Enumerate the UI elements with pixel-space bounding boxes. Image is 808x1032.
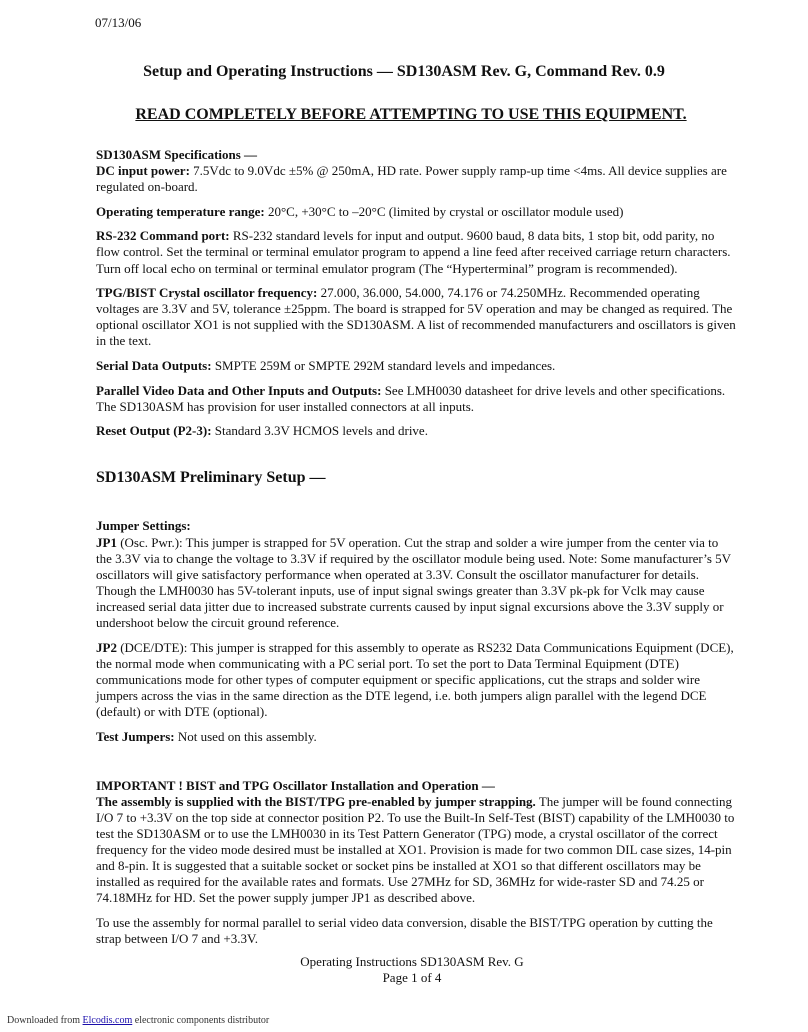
serial-label: Serial Data Outputs: xyxy=(96,358,212,374)
document-title: Setup and Operating Instructions — SD130ASM Rev. G, Command Rev. 0.9 xyxy=(143,63,665,80)
download-suffix: electronic components distributor xyxy=(132,1015,270,1026)
spec-reset xyxy=(96,423,736,439)
jp2-text: (DCE/DTE): This jumper is strapped for this assembly to operate as RS232 Data Communications Equipment (DCE), the normal mode when communicating with a PC serial port. To set the port to Data Terminal Equipment (DTE) communications mode for other types of computer equipment or specific applications, cut the straps and solder wire jumpers across the vias in the same direction as the DTE legend, i.e. both jumpers align parallel with the legend DCE (default) or with DTE (optional). xyxy=(96,639,734,719)
parallel-text: See LMH0030 datasheet for drive levels and other specifications. The SD130ASM has provision for user installed connectors at all inputs. xyxy=(96,382,726,414)
test-label: Test Jumpers: xyxy=(96,728,175,744)
download-notice xyxy=(7,1015,269,1026)
download-prefix: Downloaded from xyxy=(7,1015,83,1026)
reset-text: Standard 3.3V HCMOS levels and drive. xyxy=(211,423,428,439)
footer-doc-name: Operating Instructions SD130ASM Rev. G xyxy=(300,954,524,969)
rs232-label: RS-232 Command port: xyxy=(96,228,230,244)
spec-serial xyxy=(96,358,736,374)
page-footer xyxy=(0,954,808,986)
dc-label: DC input power: xyxy=(96,163,190,179)
spec-dc-power xyxy=(96,147,736,195)
parallel-label: Parallel Video Data and Other Inputs and Outputs: xyxy=(96,382,382,398)
rs232-text: RS-232 standard levels for input and output. 9600 baud, 8 data bits, 1 stop bit, odd parity, no flow control. Set the terminal or terminal emulator program to append a line feed after received carriage return characters. Turn off local echo on terminal or terminal emulator program (The “Hyperterminal” program is recommended). xyxy=(96,228,731,276)
important-paragraph xyxy=(96,778,736,907)
footer-page-number: Page 1 of 4 xyxy=(382,970,442,985)
test-jumpers-paragraph xyxy=(96,729,736,745)
jumper-heading: Jumper Settings: xyxy=(96,518,191,534)
temp-label: Operating temperature range: xyxy=(96,203,265,219)
jp1-paragraph xyxy=(96,518,736,631)
jp2-paragraph xyxy=(96,640,736,720)
jp1-label: JP1 xyxy=(96,534,117,550)
spec-heading: SD130ASM Specifications — xyxy=(96,147,258,162)
read-warning: READ COMPLETELY BEFORE ATTEMPTING TO USE THIS EQUIPMENT. xyxy=(135,106,687,123)
spec-temperature xyxy=(96,204,736,220)
important-lead: The assembly is supplied with the BIST/TPG pre-enabled by jumper strapping. xyxy=(96,793,536,809)
document-date: 07/13/06 xyxy=(95,15,142,30)
tpg-text: 27.000, 36.000, 54.000, 74.176 or 74.250MHz. Recommended operating voltages are 3.3V and 5V, tolerance ±25ppm. The board is strapped for 5V operation and may be changed as required. The optional oscillator XO1 is not supplied with the SD130ASM. A list of recommended manufacturers and oscillators is given in the text. xyxy=(96,285,736,349)
spec-tpg xyxy=(96,285,736,349)
elcodis-link[interactable]: Elcodis.com xyxy=(82,1015,133,1026)
test-text: Not used on this assembly. xyxy=(174,728,317,744)
jp1-text: (Osc. Pwr.): This jumper is strapped for 5V operation. Cut the strap and solder a wire jumper from the center via to the 3.3V via to change the voltage to 3.3V if required by the oscillator module being used. Note: Some manufacturer’s 5V oscillators will give satisfactory performance when operated at 3.3V. Consult the oscillator manufacturer for details. Though the LMH0030 has 5V-tolerant inputs, use of input signal swings greater than 3.3V pk-pk for Vclk may cause increased serial data jitter due to increased substrate currents caused by input signal excursions above the 3.3V supply or undershoot below the circuit ground reference. xyxy=(96,534,731,630)
setup-heading: SD130ASM Preliminary Setup — xyxy=(96,469,326,487)
temp-text: 20°C, +30°C to –20°C (limited by crystal or oscillator module used) xyxy=(264,203,624,219)
reset-label: Reset Output (P2-3): xyxy=(96,423,212,439)
serial-text: SMPTE 259M or SMPTE 292M standard levels and impedances. xyxy=(211,358,556,374)
normal-conversion-paragraph: To use the assembly for normal parallel to serial video data conversion, disable the BIST/TPG operation by cutting the strap between I/O 7 and +3.3V. xyxy=(96,914,713,946)
spec-rs232 xyxy=(96,228,736,276)
dc-text: 7.5Vdc to 9.0Vdc ±5% @ 250mA, HD rate. Power supply ramp-up time <4ms. All device supplies are regulated on-board. xyxy=(96,163,727,195)
tpg-label: TPG/BIST Crystal oscillator frequency: xyxy=(96,285,318,301)
important-heading: IMPORTANT ! BIST and TPG Oscillator Installation and Operation — xyxy=(96,777,495,793)
important-text: The jumper will be found connecting I/O 7 to +3.3V on the top side at connector position P2. To use the Built-In Self-Test (BIST) capability of the LMH0030 to test the SD130ASM or to use the LMH0030 in its Test Pattern Generator (TPG) mode, a crystal oscillator of the correct frequency for the video mode desired must be installed at XO1. Provision is made for two common DIL case sizes, 14-pin and 8-pin. It is suggested that a suitable socket or socket pins be installed at XO1 so that different oscillators may be installed as required for the available rates and formats. Use 27MHz for SD, 36MHz for wide-raster SD and 74.25 or 74.18MHz for HD. Set the power supply jumper JP1 as described above. xyxy=(96,793,735,906)
spec-parallel xyxy=(96,383,736,415)
jp2-label: JP2 xyxy=(96,639,117,655)
document-body xyxy=(96,147,736,956)
